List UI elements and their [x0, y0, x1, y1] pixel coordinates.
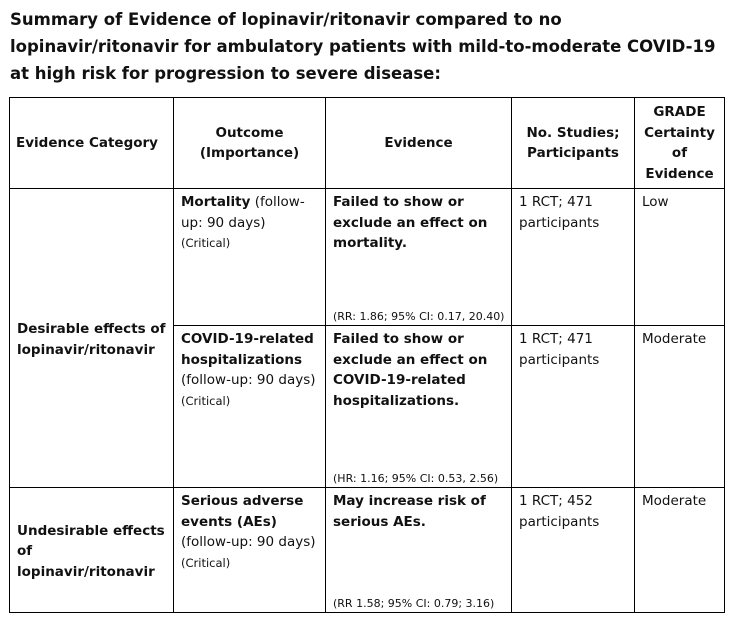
outcome-name: Serious adverse events (AEs) — [181, 493, 304, 530]
evidence-cell — [326, 488, 512, 613]
outcome-name: Mortality — [181, 194, 251, 210]
grade-cell: Moderate — [635, 326, 725, 488]
page-title: Summary of Evidence of lopinavir/ritonavir compared to no lopinavir/ritonavir for ambulatory patients with mild-to-moderate COVID-19 at high risk for progression to severe disease: — [10, 10, 716, 83]
studies-cell: 1 RCT; 452 participants — [512, 488, 635, 613]
grade-cell: Moderate — [635, 488, 725, 613]
category-cell: Desirable effects of lopinavir/ritonavir — [10, 189, 174, 488]
outcome-cell — [174, 488, 326, 613]
evidence-cell — [326, 326, 512, 488]
evidence-stat: (HR: 1.16; 95% CI: 0.53, 2.56) — [333, 472, 499, 485]
evidence-cell — [326, 189, 512, 326]
header-grade: GRADE Certainty of Evidence — [635, 98, 725, 189]
studies-cell: 1 RCT; 471 participants — [512, 326, 635, 488]
header-studies: No. Studies; Participants — [512, 98, 635, 189]
header-outcome: Outcome (Importance) — [174, 98, 326, 189]
outcome-followup: (follow-up: 90 days) — [181, 194, 305, 231]
evidence-table — [9, 97, 725, 613]
header-evidence-category: Evidence Category — [10, 98, 174, 189]
outcome-cell — [174, 189, 326, 326]
table-row — [10, 189, 725, 326]
outcome-followup: (follow-up: 90 days) — [181, 372, 316, 388]
table-row — [10, 488, 725, 613]
header-row — [10, 98, 725, 189]
header-evidence: Evidence — [326, 98, 512, 189]
evidence-text: Failed to show or exclude an effect on mortality. — [333, 194, 488, 251]
category-cell: Undesirable effects of lopinavir/ritonavir — [10, 488, 174, 613]
evidence-stat: (RR: 1.86; 95% CI: 0.17, 20.40) — [333, 310, 505, 323]
evidence-stat: (RR 1.58; 95% CI: 0.79; 3.16) — [333, 597, 495, 610]
outcome-importance: (Critical) — [181, 393, 231, 408]
outcome-followup: (follow-up: 90 days) — [181, 534, 316, 550]
studies-cell: 1 RCT; 471 participants — [512, 189, 635, 326]
outcome-cell — [174, 326, 326, 488]
grade-cell: Low — [635, 189, 725, 326]
outcome-importance: (Critical) — [181, 236, 231, 250]
outcome-name: COVID-19-related hospitalizations — [181, 331, 314, 368]
evidence-text: May increase risk of serious AEs. — [333, 493, 486, 530]
outcome-importance: (Critical) — [181, 555, 231, 570]
evidence-text: Failed to show or exclude an effect on COVID-19-related hospitalizations. — [333, 331, 488, 409]
